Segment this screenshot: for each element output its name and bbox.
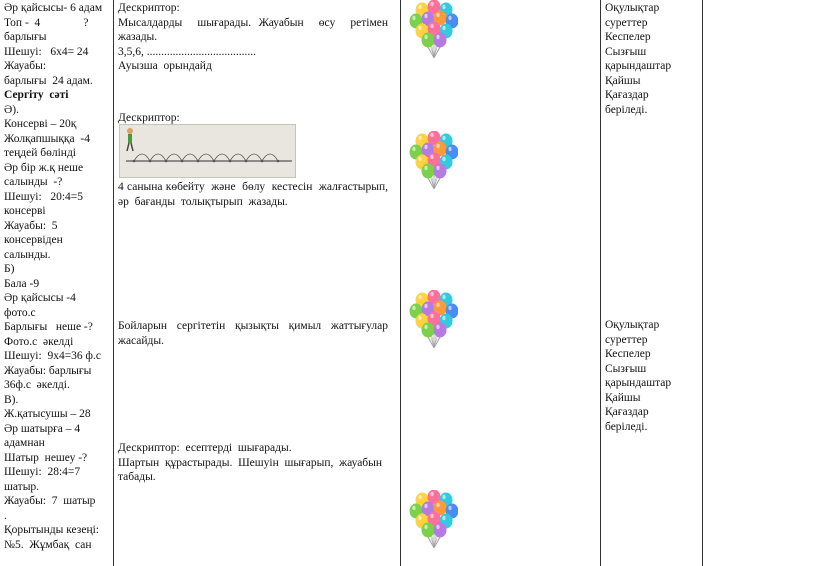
table-divider	[113, 0, 114, 566]
resource-item: суреттер	[605, 333, 648, 346]
solution-line: Барлығы неше -? Фото.с әкелді	[4, 321, 96, 348]
solution-line: Жауабы:	[4, 60, 47, 72]
solution-line: Ә).	[4, 103, 20, 116]
resource-item: Кеспелер	[605, 348, 651, 360]
solution-line: Сергіту сәті	[4, 89, 69, 101]
solution-line: Б)	[4, 263, 15, 275]
solution-line: Әр бір ж.қ неше салынды -?	[4, 161, 86, 188]
number-line-picture	[119, 124, 296, 178]
balloon-bunch-icon	[406, 0, 458, 60]
solution-line: Жауабы: барлығы 36ф.с әкелді.	[4, 364, 95, 391]
descriptor-block-4	[118, 441, 391, 485]
descriptor-block-2-text	[118, 180, 394, 209]
solution-line: Жауабы: 7 шатыр	[4, 495, 96, 507]
solution-line: №5. Жұмбақ сан	[4, 538, 92, 551]
resource-item: беріледі.	[605, 103, 648, 116]
solution-line: Консерві – 20қ	[4, 118, 77, 130]
descriptor-block-3	[118, 319, 394, 348]
solution-line: Әр қайсысы -4 фото.с	[4, 292, 79, 319]
resource-item: суреттер	[605, 16, 648, 29]
descriptor-label: Дескриптор:	[118, 2, 180, 14]
solutions-column	[4, 1, 107, 552]
table-divider	[400, 0, 401, 566]
solution-line: Шешуі: 28:4=7 шатыр.	[4, 466, 84, 493]
resources-list	[605, 318, 695, 434]
resource-item: Қағаздар	[605, 89, 649, 101]
resource-item: Сызғыш	[605, 362, 647, 375]
solution-line: Шатыр нешеу -?	[4, 451, 88, 464]
resource-item: Қағаздар	[605, 406, 649, 418]
solution-line: Әр шатырға – 4 адамнан	[4, 422, 84, 449]
resource-item: Қайшы	[605, 391, 641, 404]
resource-item: қарындаштар	[605, 377, 672, 389]
resource-item: Кеспелер	[605, 31, 651, 43]
descriptor-text: Мысалдарды шығарады. Жауабын өсу ретімен жазады.	[118, 16, 394, 43]
solution-line: Жауабы: 5 консервіден салынды.	[4, 219, 66, 261]
balloon-bunch-icon	[406, 290, 458, 350]
resource-item: қарындаштар	[605, 60, 672, 72]
resource-item: Оқулықтар	[605, 2, 660, 14]
solution-line: Топ - 4 ?	[4, 16, 89, 29]
solution-line: Жолқапшыққа -4 теңдей бөлінді	[4, 132, 93, 159]
descriptor-text: Шартын құрастырады. Шешуін шығарып, жауабын табады.	[118, 456, 391, 483]
sequence-text: 3,5,6, ......................................	[118, 45, 256, 58]
solution-line: Шешуі: 6х4= 24	[4, 45, 89, 58]
balloon-bunch-icon	[406, 490, 458, 550]
exercise-text: Бойларын сергітетін қызықты қимыл жаттығулар жасайды.	[118, 320, 394, 347]
balloon-bunch-icon	[406, 131, 458, 191]
resource-item: беріледі.	[605, 420, 648, 433]
solution-line: .	[4, 509, 7, 522]
resources-list	[605, 1, 695, 117]
descriptor-column	[118, 1, 394, 74]
solution-line: Қорытынды кезеңі:	[4, 524, 99, 536]
solution-line: В).	[4, 393, 19, 406]
solution-line: Шешуі: 20:4=5 консерві	[4, 190, 86, 217]
descriptor-text: 4 санына көбейту және бөлу кестесін жалғастырып, әр бағанды толықтырып жазады.	[118, 181, 394, 208]
descriptor-label: Дескриптор: есептерді шығарады.	[118, 442, 292, 454]
descriptor-label: Дескриптор:	[118, 112, 180, 124]
solution-line: Әр қайсысы- 6 адам	[4, 2, 103, 14]
resource-item: Оқулықтар	[605, 319, 660, 331]
solution-line: Ж.қатысушы – 28	[4, 408, 91, 420]
table-divider	[600, 0, 601, 566]
resource-item: Қайшы	[605, 74, 641, 87]
oral-text: Ауызша орындайд	[118, 60, 212, 72]
solution-line: Шешуі: 9х4=36 ф.с	[4, 350, 101, 362]
table-divider	[702, 0, 703, 566]
resource-item: Сызғыш	[605, 45, 647, 58]
solution-line: барлығы 24 адам.	[4, 74, 93, 87]
solution-line: Бала -9	[4, 277, 40, 290]
solution-line: барлығы	[4, 31, 47, 43]
